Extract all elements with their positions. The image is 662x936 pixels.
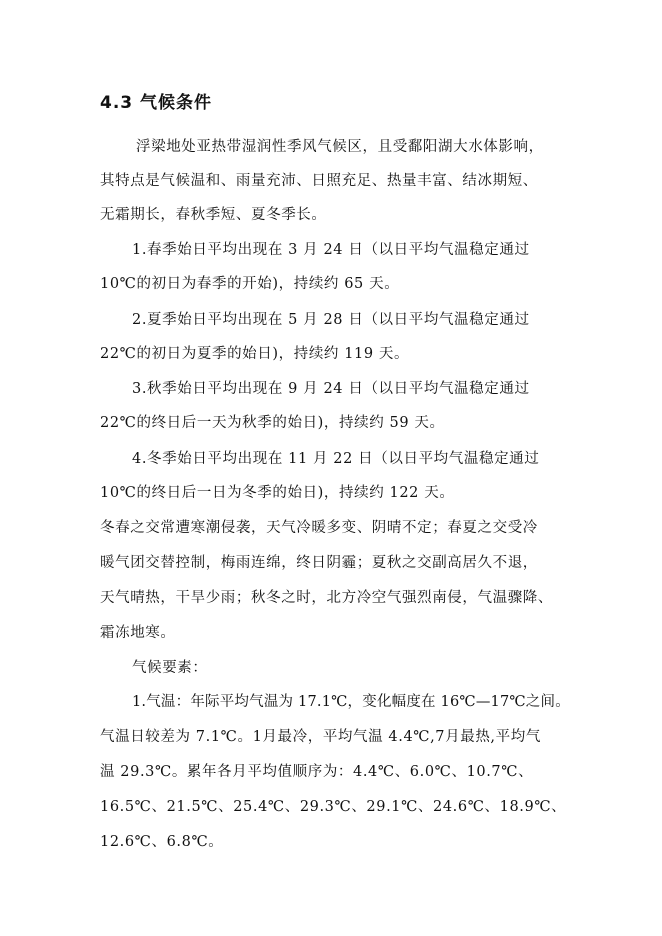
paragraph-line: 冬春之交常遭寒潮侵袭，天气冷暖多变、阴晴不定；春夏之交受冷 xyxy=(100,520,538,536)
paragraph-line: 4.冬季始日平均出现在 11 月 22 日（以日平均气温稳定通过 xyxy=(132,451,540,467)
paragraph-line: 霜冻地寒。 xyxy=(100,625,176,641)
paragraph-line: 其特点是气候温和、雨量充沛、日照充足、热量丰富、结冰期短、 xyxy=(100,173,538,189)
paragraph-line: 温 29.3℃。累年各月平均值顺序为：4.4℃、6.0℃、10.7℃、 xyxy=(100,764,534,780)
paragraph-line: 2.夏季始日平均出现在 5 月 28 日（以日平均气温稳定通过 xyxy=(132,312,530,328)
paragraph-line: 天气晴热，干旱少雨；秋冬之时，北方冷空气强烈南侵，气温骤降、 xyxy=(100,590,553,606)
paragraph-line: 22℃的终日后一天为秋季的始日)，持续约 59 天。 xyxy=(100,415,445,431)
paragraph-line: 10℃的终日后一日为冬季的始日)，持续约 122 天。 xyxy=(100,485,455,501)
paragraph-line: 1.春季始日平均出现在 3 月 24 日（以日平均气温稳定通过 xyxy=(132,242,530,258)
paragraph-line: 无霜期长，春秋季短、夏冬季长。 xyxy=(100,207,327,223)
paragraph-line: 22℃的初日为夏季的始日)，持续约 119 天。 xyxy=(100,346,410,362)
paragraph-line: 浮梁地处亚热带湿润性季风气候区，且受鄱阳湖大水体影响， xyxy=(136,139,544,155)
section-heading: 4.3 气候条件 xyxy=(100,93,213,113)
paragraph-line: 16.5℃、21.5℃、25.4℃、29.3℃、29.1℃、24.6℃、18.9℃、 xyxy=(100,799,567,815)
paragraph-line: 12.6℃、6.8℃。 xyxy=(100,834,224,850)
paragraph-line: 气温日较差为 7.1℃。1月最冷，平均气温 4.4℃,7月最热,平均气 xyxy=(100,729,541,745)
paragraph-line: 气候要素： xyxy=(132,660,208,676)
paragraph-line: 3.秋季始日平均出现在 9 月 24 日（以日平均气温稳定通过 xyxy=(132,381,530,397)
paragraph-line: 10℃的初日为春季的开始)，持续约 65 天。 xyxy=(100,276,400,292)
paragraph-line: 1.气温：年际平均气温为 17.1℃，变化幅度在 16℃—17℃之间。 xyxy=(132,694,570,710)
paragraph-line: 暖气团交替控制，梅雨连绵，终日阴霾；夏秋之交副高居久不退， xyxy=(100,555,538,571)
